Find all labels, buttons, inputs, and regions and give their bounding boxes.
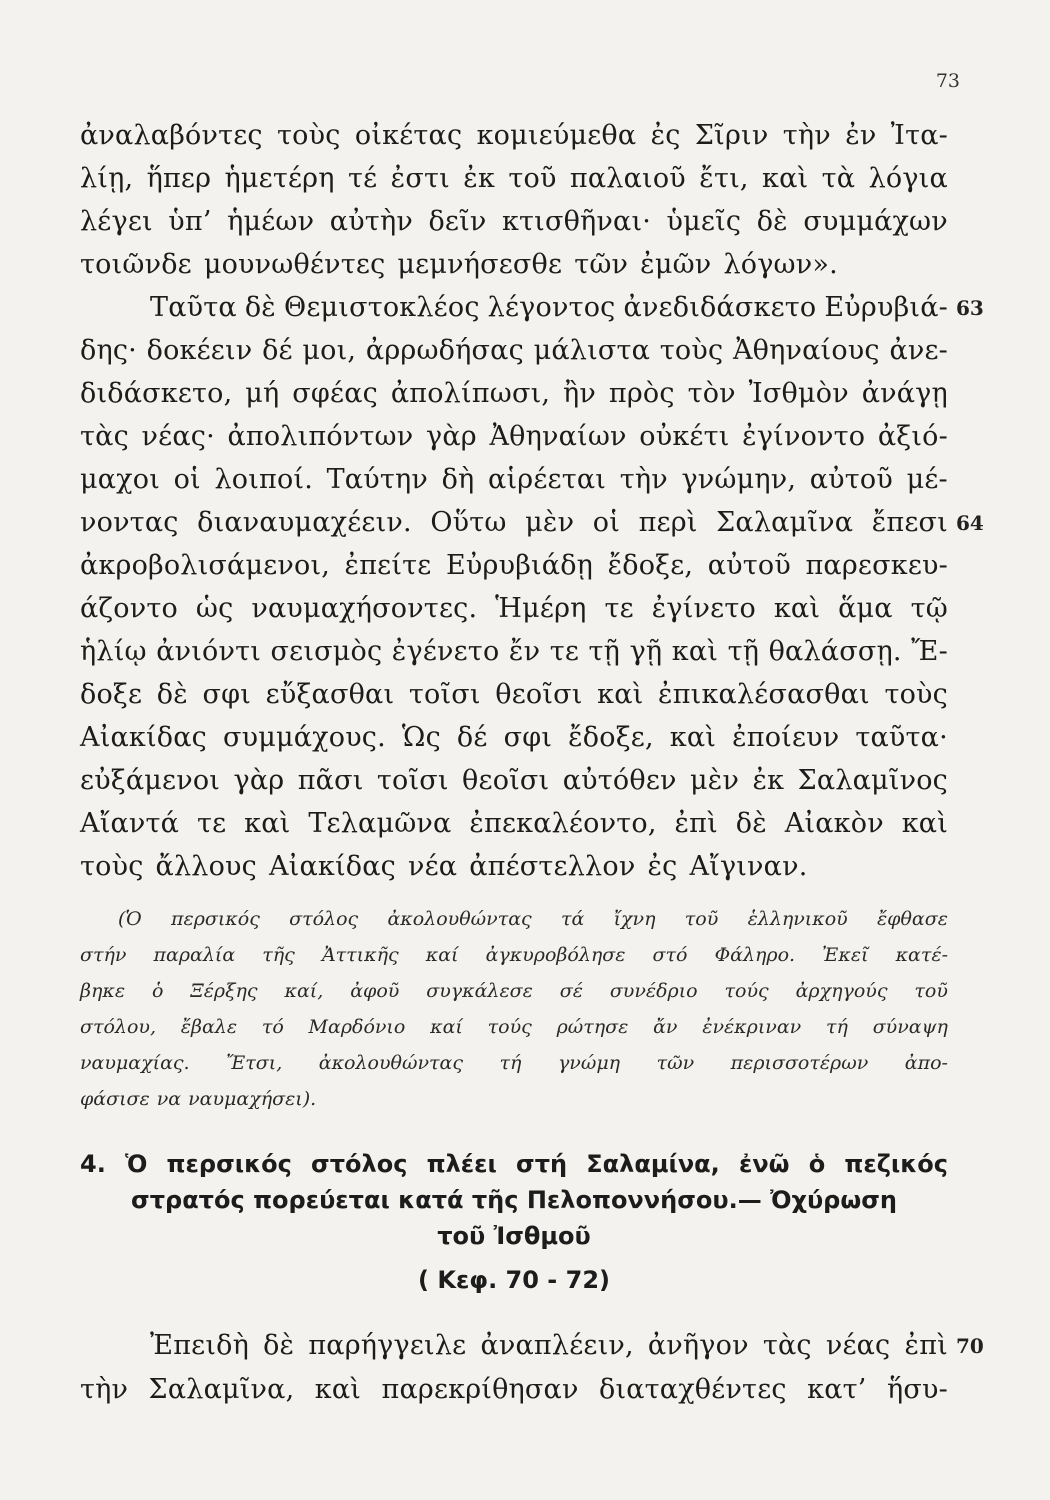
chapter-reference: ( Κεφ. 70 - 72) bbox=[418, 1266, 610, 1294]
text-line: τὴν Σαλαμῖνα, καὶ παρεκρίθησαν διαταχθέντες κατ’ ἥσυ- bbox=[80, 1374, 948, 1405]
text-line: άζοντο ὡς ναυμαχήσοντες. Ἡμέρη τε ἐγίνετο καὶ ἅμα τῷ bbox=[80, 593, 948, 624]
margin-chapter-number: 70 bbox=[956, 1334, 984, 1358]
commentary-line: φάσισε να ναυμαχήσει). bbox=[80, 1088, 317, 1110]
commentary-line: στήν παραλία τῆς Ἀττικῆς καί ἀγκυροβόλησε στό Φάληρο. Ἐκεῖ κατέ- bbox=[80, 944, 948, 966]
commentary-line: ναυμαχίας. Ἔτσι, ἀκολουθώντας τή γνώμη τῶν περισσοτέρων ἀπο- bbox=[80, 1052, 948, 1074]
commentary-line: (Ὁ περσικός στόλος ἀκολουθώντας τά ἴχνη τοῦ ἑλληνικοῦ ἔφθασε bbox=[118, 908, 948, 930]
text-line: ἀκροβολισάμενοι, ἐπείτε Εὐρυβιάδῃ ἔδοξε, αὐτοῦ παρεσκευ- bbox=[80, 550, 948, 581]
text-line: τοὺς ἄλλους Αἰακίδας νέα ἀπέστελλον ἐς Αἴγιναν. bbox=[80, 851, 808, 882]
text-line: δης· δοκέειν δέ μοι, ἀρρωδήσας μάλιστα τοὺς Ἀθηναίους ἀνε- bbox=[80, 335, 948, 366]
commentary-line: βηκε ὁ Ξέρξης καί, ἀφοῦ συγκάλεσε σέ συνέδριο τούς ἀρχηγούς τοῦ bbox=[80, 980, 948, 1002]
page-number: 73 bbox=[935, 70, 960, 92]
text-line: Αἰακίδας συμμάχους. Ὡς δέ σφι ἔδοξε, καὶ ἐποίευν ταῦτα· bbox=[80, 722, 948, 753]
section-heading-line: στρατός πορεύεται κατά τῆς Πελοποννήσου.— Ὀχύρωση bbox=[131, 1186, 897, 1214]
section-heading-line: 4. Ὁ περσικός στόλος πλέει στή Σαλαμίνα, ἐνῶ ὁ πεζικός bbox=[80, 1150, 948, 1178]
commentary-line: στόλου, ἔβαλε τό Μαρδόνιο καί τούς ρώτησε ἄν ἐνέκριναν τή σύναψη bbox=[80, 1016, 948, 1038]
text-line: εὐξάμενοι γὰρ πᾶσι τοῖσι θεοῖσι αὐτόθεν μὲν ἐκ Σαλαμῖνος bbox=[80, 765, 948, 796]
margin-chapter-number: 64 bbox=[956, 511, 984, 535]
text-line: μαχοι οἱ λοιποί. Ταύτην δὴ αἱρέεται τὴν γνώμην, αὐτοῦ μέ- bbox=[80, 464, 948, 495]
text-line: λίῃ, ἥπερ ἡμετέρη τέ ἐστι ἐκ τοῦ παλαιοῦ ἔτι, καὶ τὰ λόγια bbox=[80, 163, 948, 194]
text-line: τοιῶνδε μουνωθέντες μεμνήσεσθε τῶν ἐμῶν λόγων». bbox=[80, 249, 838, 280]
text-line: ἡλίῳ ἀνιόντι σεισμὸς ἐγένετο ἔν τε τῇ γῇ καὶ τῇ θαλάσσῃ. Ἔ- bbox=[80, 636, 948, 667]
text-line: δοξε δὲ σφι εὔξασθαι τοῖσι θεοῖσι καὶ ἐπικαλέσασθαι τοὺς bbox=[80, 679, 948, 710]
text-line: λέγει ὑπ’ ἡμέων αὐτὴν δεῖν κτισθῆναι· ὑμεῖς δὲ συμμάχων bbox=[80, 206, 948, 237]
text-line: νοντας διαναυμαχέειν. Οὕτω μὲν οἱ περὶ Σαλαμῖνα ἔπεσι bbox=[80, 507, 948, 538]
section-heading-line: τοῦ Ἰσθμοῦ bbox=[437, 1222, 591, 1250]
text-line: ἀναλαβόντες τοὺς οἰκέτας κομιεύμεθα ἐς Σῖριν τὴν ἐν Ἰτα- bbox=[80, 120, 948, 151]
margin-chapter-number: 63 bbox=[956, 296, 984, 320]
text-line: τὰς νέας· ἀπολιπόντων γὰρ Ἀθηναίων οὐκέτι ἐγίνοντο ἀξιό- bbox=[80, 421, 948, 452]
text-line: Αἴαντά τε καὶ Τελαμῶνα ἐπεκαλέοντο, ἐπὶ δὲ Αἰακὸν καὶ bbox=[80, 808, 948, 839]
text-line: διδάσκετο, μή σφέας ἀπολίπωσι, ἢν πρὸς τὸν Ἰσθμὸν ἀνάγῃ bbox=[80, 378, 948, 409]
text-line: Ἐπειδὴ δὲ παρήγγειλε ἀναπλέειν, ἀνῆγον τὰς νέας ἐπὶ bbox=[150, 1330, 948, 1361]
text-line: Ταῦτα δὲ Θεμιστοκλέος λέγοντος ἀνεδιδάσκετο Εὐρυβιά- bbox=[150, 292, 948, 323]
